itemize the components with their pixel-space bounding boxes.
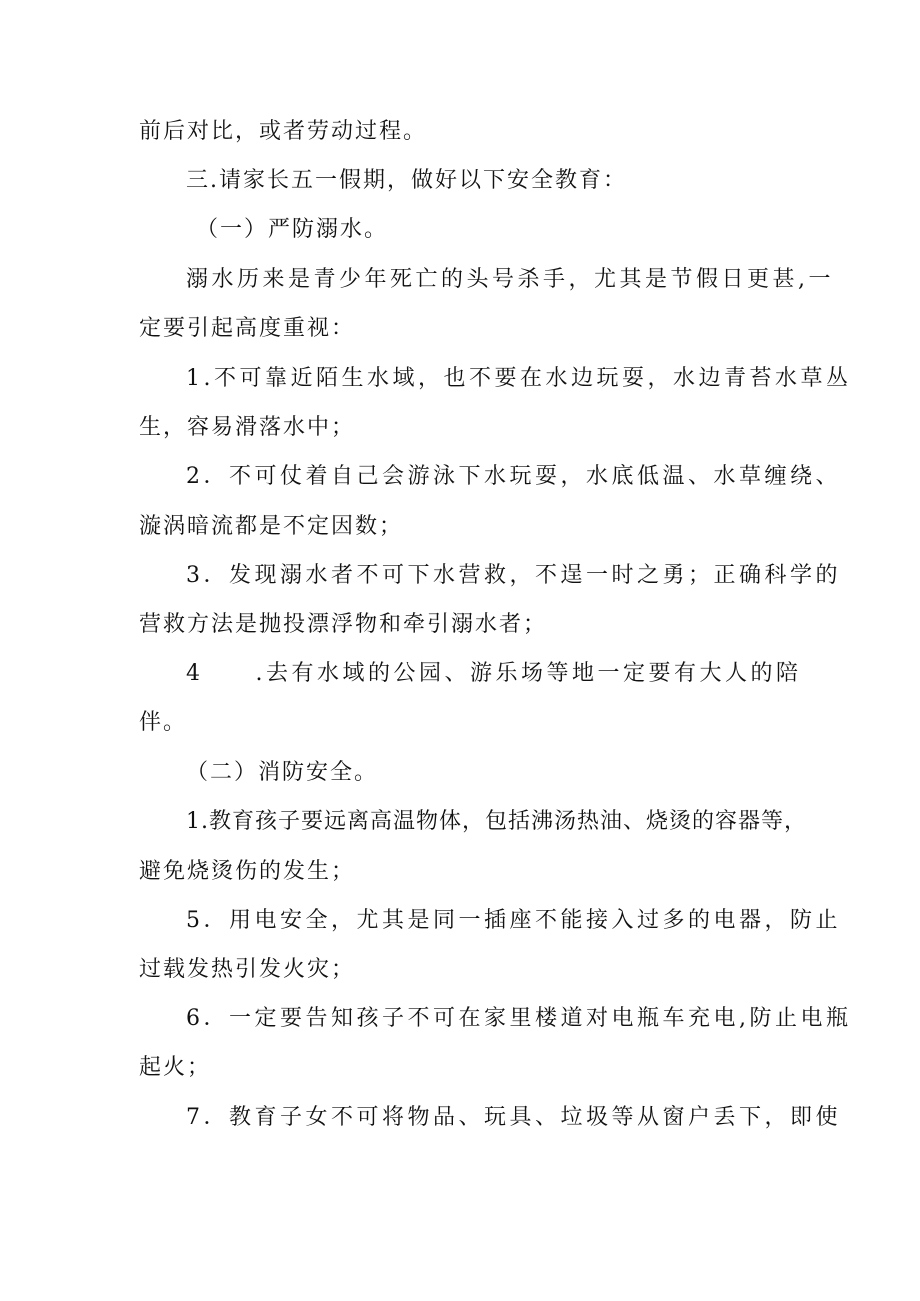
list-item-drowning-3a: 3．发现溺水者不可下水营救，不逞一时之勇；正确科学的 <box>186 563 841 588</box>
text-line-drowning-intro-2: 定要引起高度重视： <box>139 316 356 341</box>
text-line-1: 前后对比，或者劳动过程。 <box>139 119 428 144</box>
list-item-fire-1b: 避免烧烫伤的发生； <box>139 859 356 884</box>
list-number-4: 4 <box>186 661 204 686</box>
list-item-drowning-1b: 生，容易滑落水中； <box>139 415 356 440</box>
list-item-drowning-1a: 1.不可靠近陌生水域，也不要在水边玩耍，水边青苔水草丛 <box>186 366 852 391</box>
subsection-heading-drowning: （一）严防溺水。 <box>196 217 389 242</box>
list-item-fire-5a: 5．用电安全，尤其是同一插座不能接入过多的电器，防止 <box>186 908 841 933</box>
list-item-drowning-2b: 漩涡暗流都是不定因数； <box>139 514 404 539</box>
list-item-drowning-4b: 伴。 <box>139 710 188 735</box>
list-item-fire-7a: 7．教育子女不可将物品、玩具、垃圾等从窗户丢下，即使 <box>186 1105 841 1130</box>
list-item-fire-6a: 6．一定要告知孩子不可在家里楼道对电瓶车充电,防止电瓶 <box>186 1006 852 1031</box>
section-heading-3: 三.请家长五一假期，做好以下安全教育： <box>186 168 627 193</box>
list-item-drowning-4-text: .去有水域的公园、游乐场等地一定要有大人的陪 <box>255 661 802 686</box>
list-item-drowning-4a <box>186 659 802 689</box>
list-item-fire-6b: 起火； <box>139 1055 212 1080</box>
subsection-heading-fire: （二）消防安全。 <box>186 760 379 785</box>
list-item-drowning-2a: 2．不可仗着自己会游泳下水玩耍，水底低温、水草缠绕、 <box>186 464 841 489</box>
text-line-drowning-intro-1: 溺水历来是青少年死亡的头号杀手，尤其是节假日更甚,一 <box>186 267 834 292</box>
list-item-fire-5b: 过载发热引发火灾； <box>139 957 356 982</box>
list-item-fire-1a: 1.教育孩子要远离高温物体，包括沸汤热油、烧烫的容器等， <box>186 809 807 834</box>
list-item-drowning-3b: 营救方法是抛投漂浮物和牵引溺水者； <box>139 612 548 637</box>
